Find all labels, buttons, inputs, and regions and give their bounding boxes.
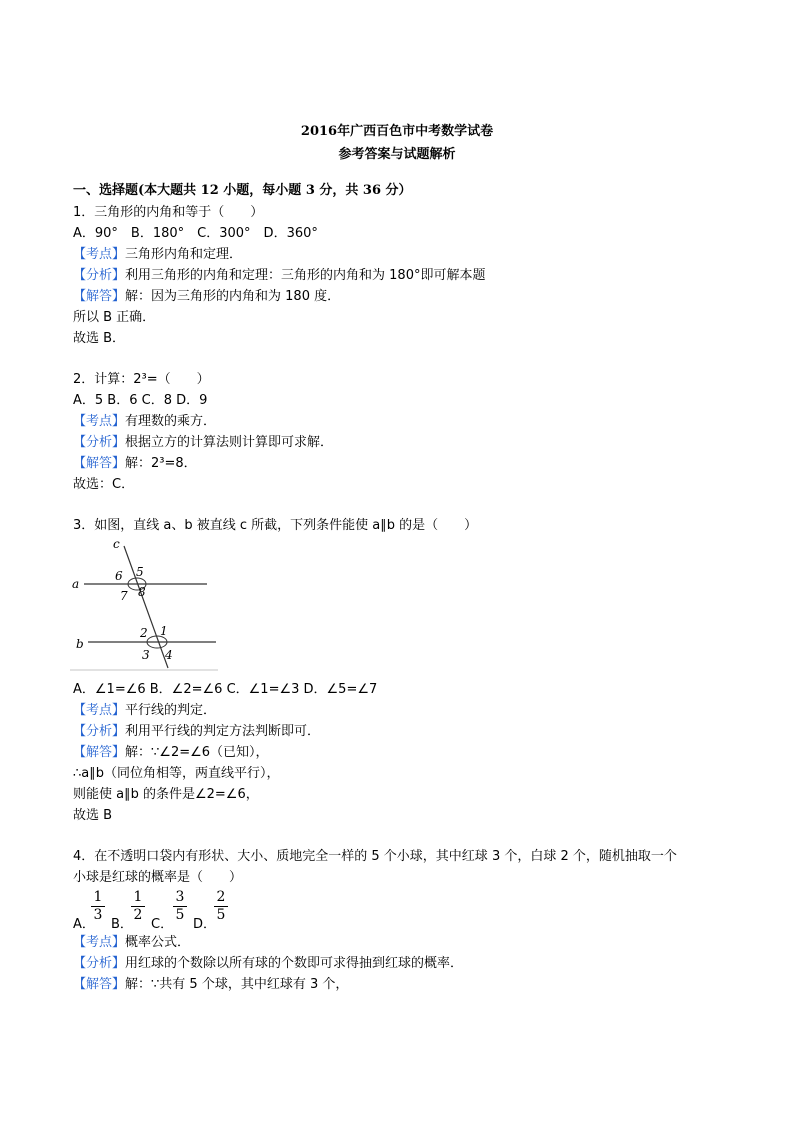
denominator: 5 xyxy=(216,907,226,923)
page-title: 2016年广西百色市中考数学试卷 xyxy=(300,124,494,139)
q2-line: 故选：C． xyxy=(73,477,135,492)
q3-line: ∴a∥b（同位角相等，两直线平行）， xyxy=(73,766,280,781)
q3-line: 则能使 a∥b 的条件是∠2=∠6， xyxy=(73,787,259,802)
angle-label-6: 6 xyxy=(115,569,123,583)
denominator: 3 xyxy=(93,907,103,923)
denominator: 5 xyxy=(175,907,185,923)
q1-kaodian xyxy=(73,247,242,263)
q4-stem-2: 小球是红球的概率是（ ） xyxy=(73,870,243,885)
label-a: a xyxy=(72,577,80,591)
q4-fenxi xyxy=(73,956,463,972)
q1-line: 所以 B 正确． xyxy=(73,310,156,325)
q4-fenxi-text: 用红球的个数除以所有球的个数即可求得抽到红球的概率． xyxy=(125,956,464,971)
q4-stem-1: 4．在不透明口袋内有形状、大小、质地完全一样的 5 个小球，其中红球 3 个，白球 2 个，随机抽取一个 xyxy=(73,849,677,864)
q4-option-d-fraction xyxy=(214,890,228,923)
fenxi-tag: 【分析】 xyxy=(73,724,126,739)
q1-jieda xyxy=(73,289,340,305)
q2-stem: 2．计算：2³=（ ） xyxy=(73,372,210,387)
section-heading: 一、选择题(本大题共 12 小题，每小题 3 分，共 36 分） xyxy=(73,183,412,198)
jieda-tag: 【解答】 xyxy=(73,745,126,760)
kaodian-tag: 【考点】 xyxy=(73,703,126,718)
angle-label-8: 8 xyxy=(138,585,146,599)
kaodian-tag: 【考点】 xyxy=(73,935,126,950)
page-subtitle: 参考答案与试题解析 xyxy=(338,147,456,162)
numerator: 2 xyxy=(216,889,226,905)
numerator: 3 xyxy=(175,889,185,905)
q1-stem: 1．三角形的内角和等于（ ） xyxy=(73,205,264,220)
q3-kaodian-text: 平行线的判定． xyxy=(125,703,217,718)
kaodian-tag: 【考点】 xyxy=(73,247,126,262)
q4-jieda xyxy=(73,977,348,993)
q4-option-d-label: D． xyxy=(193,917,217,932)
q3-options: A．∠1=∠6 B．∠2=∠6 C．∠1=∠3 D．∠5=∠7 xyxy=(73,682,378,697)
q4-option-a-fraction xyxy=(91,890,105,923)
fenxi-tag: 【分析】 xyxy=(73,268,126,283)
q1-kaodian-text: 三角形内角和定理． xyxy=(125,247,243,262)
q4-kaodian xyxy=(73,935,190,951)
q2-options: A．5 B．6 C．8 D．9 xyxy=(73,393,208,408)
q1-options: A．90° B．180° C．300° D．360° xyxy=(73,226,318,241)
q3-stem: 3．如图，直线 a、b 被直线 c 所截，下列条件能使 a∥b 的是（ ） xyxy=(73,518,478,533)
q2-kaodian xyxy=(73,414,216,430)
q2-jieda-text: 解：2³=8． xyxy=(125,456,197,471)
fenxi-tag: 【分析】 xyxy=(73,956,126,971)
fenxi-tag: 【分析】 xyxy=(73,435,126,450)
angle-label-1: 1 xyxy=(160,624,168,638)
angle-label-7: 7 xyxy=(120,589,128,603)
q4-option-c-label: C． xyxy=(151,917,174,932)
numerator: 1 xyxy=(93,889,103,905)
q2-fenxi-text: 根据立方的计算法则计算即可求解． xyxy=(125,435,334,450)
label-c: c xyxy=(113,537,120,551)
q1-line: 故选 B． xyxy=(73,331,126,346)
q4-option-b-label: B． xyxy=(111,917,133,932)
q4-jieda-text: 解：∵共有 5 个球，其中红球有 3 个， xyxy=(125,977,349,992)
numerator: 1 xyxy=(133,889,143,905)
denominator: 2 xyxy=(133,907,143,923)
angle-label-5: 5 xyxy=(136,565,144,579)
jieda-tag: 【解答】 xyxy=(73,289,126,304)
q3-jieda-text: 解：∵∠2=∠6（已知）， xyxy=(125,745,269,760)
q3-line: 故选 B xyxy=(73,808,113,823)
q3-kaodian xyxy=(73,703,216,719)
q1-fenxi-text: 利用三角形的内角和定理：三角形的内角和为 180°即可解本题 xyxy=(125,268,486,283)
q3-fenxi-text: 利用平行线的判定方法判断即可． xyxy=(125,724,321,739)
q4-option-a-label: A． xyxy=(73,917,95,932)
q3-fenxi xyxy=(73,724,320,740)
q4-kaodian-text: 概率公式． xyxy=(125,935,191,950)
q4-option-b-fraction xyxy=(131,890,145,923)
q3-figure xyxy=(70,536,220,674)
jieda-tag: 【解答】 xyxy=(73,456,126,471)
kaodian-tag: 【考点】 xyxy=(73,414,126,429)
q3-jieda xyxy=(73,745,269,761)
q2-fenxi xyxy=(73,435,333,451)
q1-fenxi xyxy=(73,268,485,284)
q1-jieda-text: 解：因为三角形的内角和为 180 度． xyxy=(125,289,341,304)
q2-jieda xyxy=(73,456,197,472)
q2-kaodian-text: 有理数的乘方． xyxy=(125,414,217,429)
angle-label-4: 4 xyxy=(165,648,173,662)
jieda-tag: 【解答】 xyxy=(73,977,126,992)
q4-option-c-fraction xyxy=(173,890,187,923)
angle-label-3: 3 xyxy=(142,648,150,662)
angle-label-2: 2 xyxy=(140,626,148,640)
label-b: b xyxy=(76,637,84,651)
